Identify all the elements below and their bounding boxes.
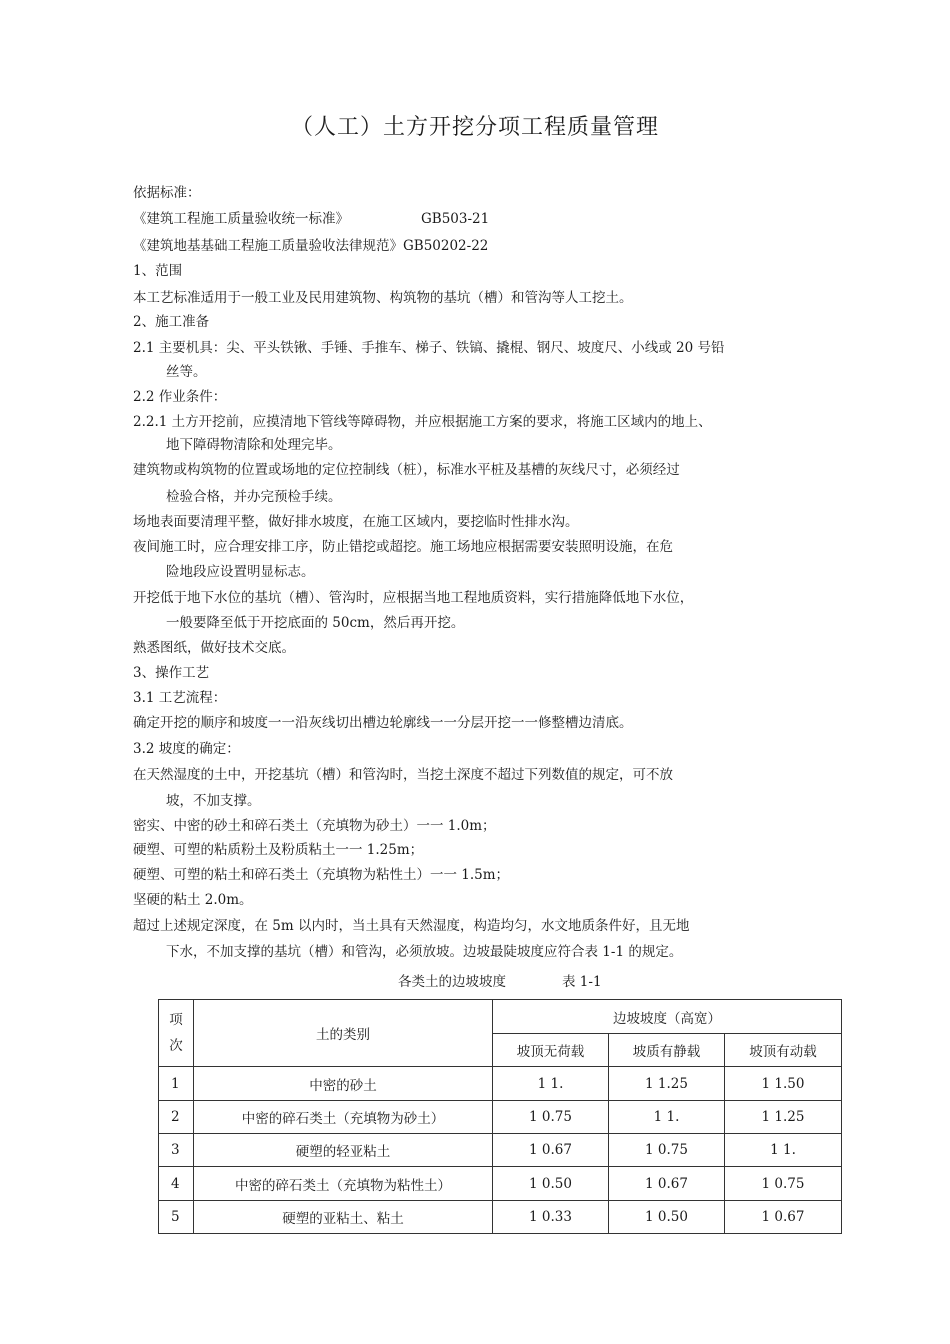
condition-5-line-1: 开挖低于地下水位的基坑（槽）、管沟时，应根据当地工程地质资料，实行措施降低地下水位，: [133, 590, 694, 606]
depth-item-2: 硬塑、可塑的粘质粉土及粉质粘土一一 1.25m；: [133, 842, 424, 858]
header-static-load: 坡质有静载: [609, 1034, 725, 1067]
flow-heading: 3.1 工艺流程：: [133, 690, 227, 706]
row-soil: 中密的碎石类土（充填物为砂土）: [194, 1101, 493, 1134]
row-dynamic-load: 1 0.67: [725, 1201, 842, 1234]
row-no: 5: [159, 1201, 194, 1234]
header-slope: 边坡坡度（高宽）: [493, 1000, 842, 1034]
depth-item-3: 硬塑、可塑的粘土和碎石类土（充填物为粘性土）一一 1.5m；: [133, 867, 510, 883]
row-dynamic-load: 1 1.25: [725, 1101, 842, 1134]
row-dynamic-load: 1 0.75: [725, 1167, 842, 1201]
row-no: 2: [159, 1101, 194, 1134]
standard-1-name: 《建筑工程施工质量验收统一标准》: [133, 211, 349, 227]
slope-table: [158, 999, 842, 1234]
condition-3: 场地表面要清理平整，做好排水坡度，在施工区域内，要挖临时性排水沟。: [133, 514, 579, 530]
row-no: 1: [159, 1067, 194, 1101]
slope-para-1-line-2: 坡，不加支撑。: [166, 793, 261, 809]
row-no-load: 1 0.50: [493, 1167, 609, 1201]
slope-para-2-line-1: 超过上述规定深度，在 5m 以内时，当土具有天然湿度，构造均匀，水文地质条件好，且无地: [133, 918, 690, 934]
header-item-no-line-2: 次: [169, 1038, 183, 1054]
row-no: 3: [159, 1134, 194, 1167]
row-dynamic-load: 1 1.50: [725, 1067, 842, 1101]
row-static-load: 1 0.75: [609, 1134, 725, 1167]
table-caption: 各类土的边坡坡度: [398, 974, 506, 990]
condition-1-line-2: 地下障碍物清除和处理完毕。: [166, 437, 342, 453]
depth-item-1: 密实、中密的砂土和碎石类土（充填物为砂土）一一 1.0m；: [133, 818, 496, 834]
tools-line-2: 丝等。: [166, 364, 207, 380]
header-soil-type: 土的类别: [194, 1000, 493, 1067]
row-no-load: 1 0.75: [493, 1101, 609, 1134]
condition-1-line-1: 2.2.1 土方开挖前，应摸清地下管线等障碍物，并应根据施工方案的要求，将施工区域内的地上、: [133, 414, 712, 430]
row-no-load: 1 0.67: [493, 1134, 609, 1167]
table-row: [159, 1167, 842, 1201]
table-row: [159, 1101, 842, 1134]
row-soil: 硬塑的轻亚粘土: [194, 1134, 493, 1167]
conditions-heading: 2.2 作业条件：: [133, 389, 227, 405]
condition-4-line-1: 夜间施工时，应合理安排工序，防止错挖或超挖。施工场地应根据需要安装照明设施，在危: [133, 539, 673, 555]
slope-para-2-line-2: 下水，不加支撑的基坑（槽）和管沟，必须放坡。边坡最陡坡度应符合表 1-1 的规定。: [166, 944, 683, 960]
depth-item-4: 坚硬的粘土 2.0m。: [133, 892, 253, 908]
row-soil: 中密的砂土: [194, 1067, 493, 1101]
row-soil: 中密的碎石类土（充填物为粘性土）: [194, 1167, 493, 1201]
row-dynamic-load: 1 1.: [725, 1134, 842, 1167]
row-no: 4: [159, 1167, 194, 1201]
basis-label: 依据标准：: [133, 185, 201, 201]
table-number: 表 1-1: [562, 974, 602, 990]
row-static-load: 1 0.50: [609, 1201, 725, 1234]
header-no-load: 坡顶无荷载: [493, 1034, 609, 1067]
condition-4-line-2: 险地段应设置明显标志。: [166, 564, 315, 580]
section-1-text: 本工艺标准适用于一般工业及民用建筑物、构筑物的基坑（槽）和管沟等人工挖土。: [133, 290, 633, 306]
page-title: （人工）土方开挖分项工程质量管理: [290, 115, 659, 140]
section-2-heading: 2、施工准备: [133, 314, 210, 330]
row-no-load: 1 0.33: [493, 1201, 609, 1234]
tools-line-1: 2.1 主要机具：尖、平头铁锹、手锤、手推车、梯子、铁镐、撬棍、钢尺、坡度尺、小线或 20 号铅: [133, 340, 725, 356]
header-item-no-line-1: 项: [169, 1012, 183, 1028]
condition-6: 熟悉图纸，做好技术交底。: [133, 640, 295, 656]
flow-text: 确定开挖的顺序和坡度一一沿灰线切出槽边轮廓线一一分层开挖一一修整槽边清底。: [133, 715, 633, 731]
slope-heading: 3.2 坡度的确定：: [133, 741, 240, 757]
row-static-load: 1 0.67: [609, 1167, 725, 1201]
condition-5-line-2: 一般要降至低于开挖底面的 50cm，然后再开挖。: [166, 615, 465, 631]
row-no-load: 1 1.: [493, 1067, 609, 1101]
condition-2-line-1: 建筑物或构筑物的位置或场地的定位控制线（桩），标准水平桩及基槽的灰线尺寸，必须经过: [133, 462, 680, 478]
condition-2-line-2: 检验合格，并办完预检手续。: [166, 489, 342, 505]
section-3-heading: 3、操作工艺: [133, 665, 210, 681]
standard-2: 《建筑地基基础工程施工质量验收法律规范》GB50202-22: [133, 238, 489, 254]
section-1-heading: 1、范围: [133, 263, 183, 279]
standard-1-code: GB503-21: [421, 211, 490, 227]
slope-para-1-line-1: 在天然湿度的土中，开挖基坑（槽）和管沟时，当挖土深度不超过下列数值的规定，可不放: [133, 767, 673, 783]
table-row: [159, 1201, 842, 1234]
header-dynamic-load: 坡顶有动载: [725, 1034, 842, 1067]
row-static-load: 1 1.: [609, 1101, 725, 1134]
header-item-no: [159, 1000, 194, 1067]
table-row: [159, 1134, 842, 1167]
row-soil: 硬塑的亚粘土、粘土: [194, 1201, 493, 1234]
table-row: [159, 1067, 842, 1101]
row-static-load: 1 1.25: [609, 1067, 725, 1101]
